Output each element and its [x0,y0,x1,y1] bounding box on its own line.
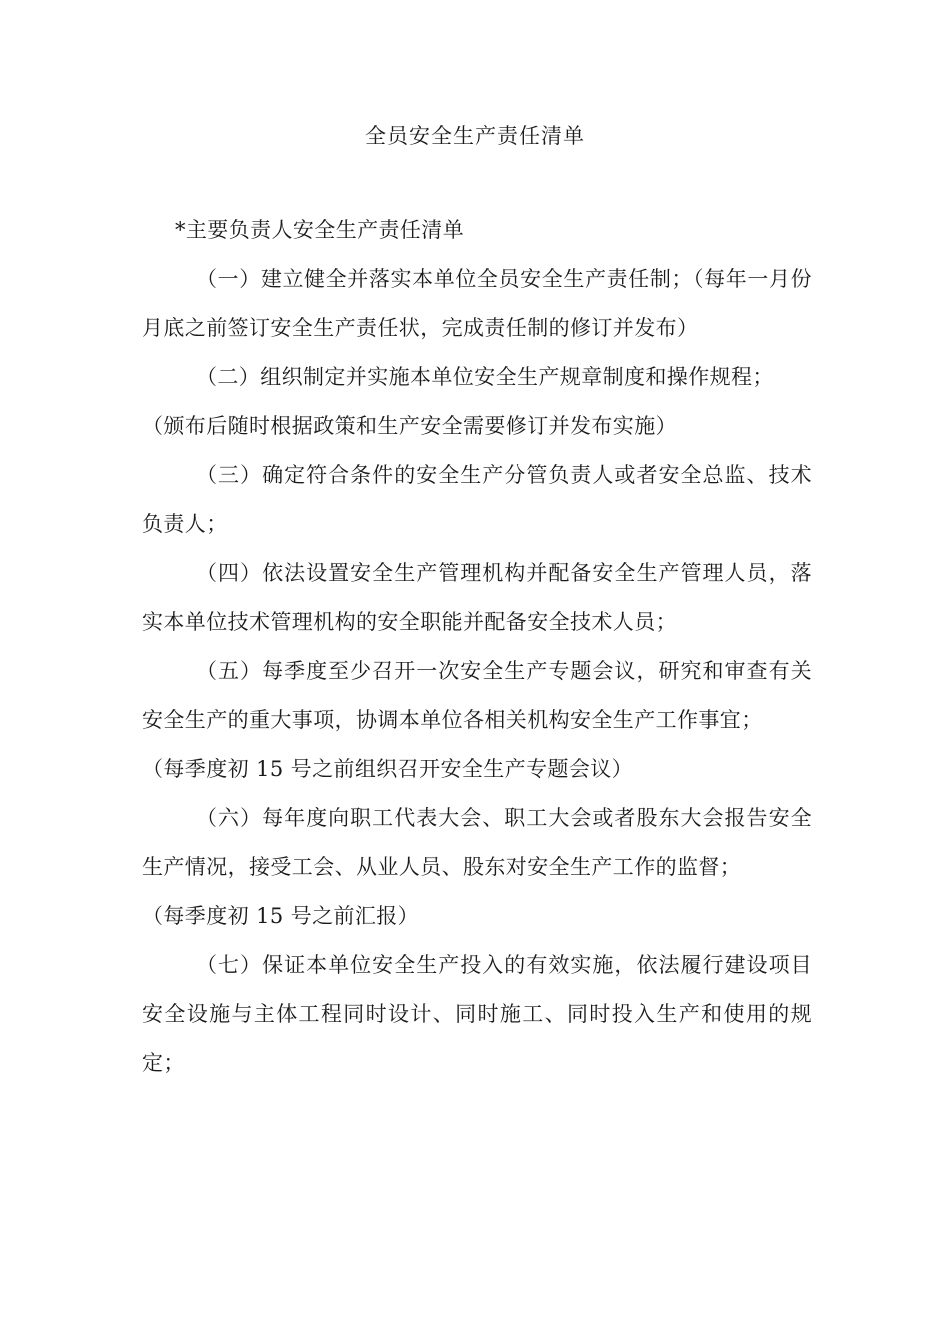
clause-7 [142,941,812,1088]
clause-2 [142,353,812,451]
clause-5 [142,647,812,794]
clause-3-text: （三）确定符合条件的安全生产分管负责人或者安全总监、技术负责人； [142,463,812,536]
clause-5-note: （每季度初 15 号之前组织召开安全生产专题会议） [142,757,634,781]
document-body [142,206,812,1088]
clause-3 [142,451,812,549]
clause-6 [142,794,812,941]
clause-7-text: （七）保证本单位安全生产投入的有效实施，依法履行建设项目安全设施与主体工程同时设计、同时施工、同时投入生产和使用的规定； [142,953,812,1075]
clause-4-text: （四）依法设置安全生产管理机构并配备安全生产管理人员，落实本单位技术管理机构的安全职能并配备安全技术人员； [142,561,812,634]
section-heading: *主要负责人安全生产责任清单 [175,218,465,242]
document-title: 全员安全生产责任清单 [365,124,585,148]
clause-2-note: （颁布后随时根据政策和生产安全需要修订并发布实施） [142,414,677,438]
clause-5-text: （五）每季度至少召开一次安全生产专题会议，研究和审查有关安全生产的重大事项，协调本单位各相关机构安全生产工作事宜； [142,659,812,732]
clause-4 [142,549,812,647]
clause-6-text: （六）每年度向职工代表大会、职工大会或者股东大会报告安全生产情况，接受工会、从业人员、股东对安全生产工作的监督； [142,806,812,879]
clause-1-text: （一）建立健全并落实本单位全员安全生产责任制；（每年一月份月底之前签订安全生产责任状，完成责任制的修订并发布） [142,267,812,340]
clause-1 [142,255,812,353]
clause-6-note: （每季度初 15 号之前汇报） [142,904,420,928]
clause-2-text: （二）组织制定并实施本单位安全生产规章制度和操作规程； [196,365,774,389]
